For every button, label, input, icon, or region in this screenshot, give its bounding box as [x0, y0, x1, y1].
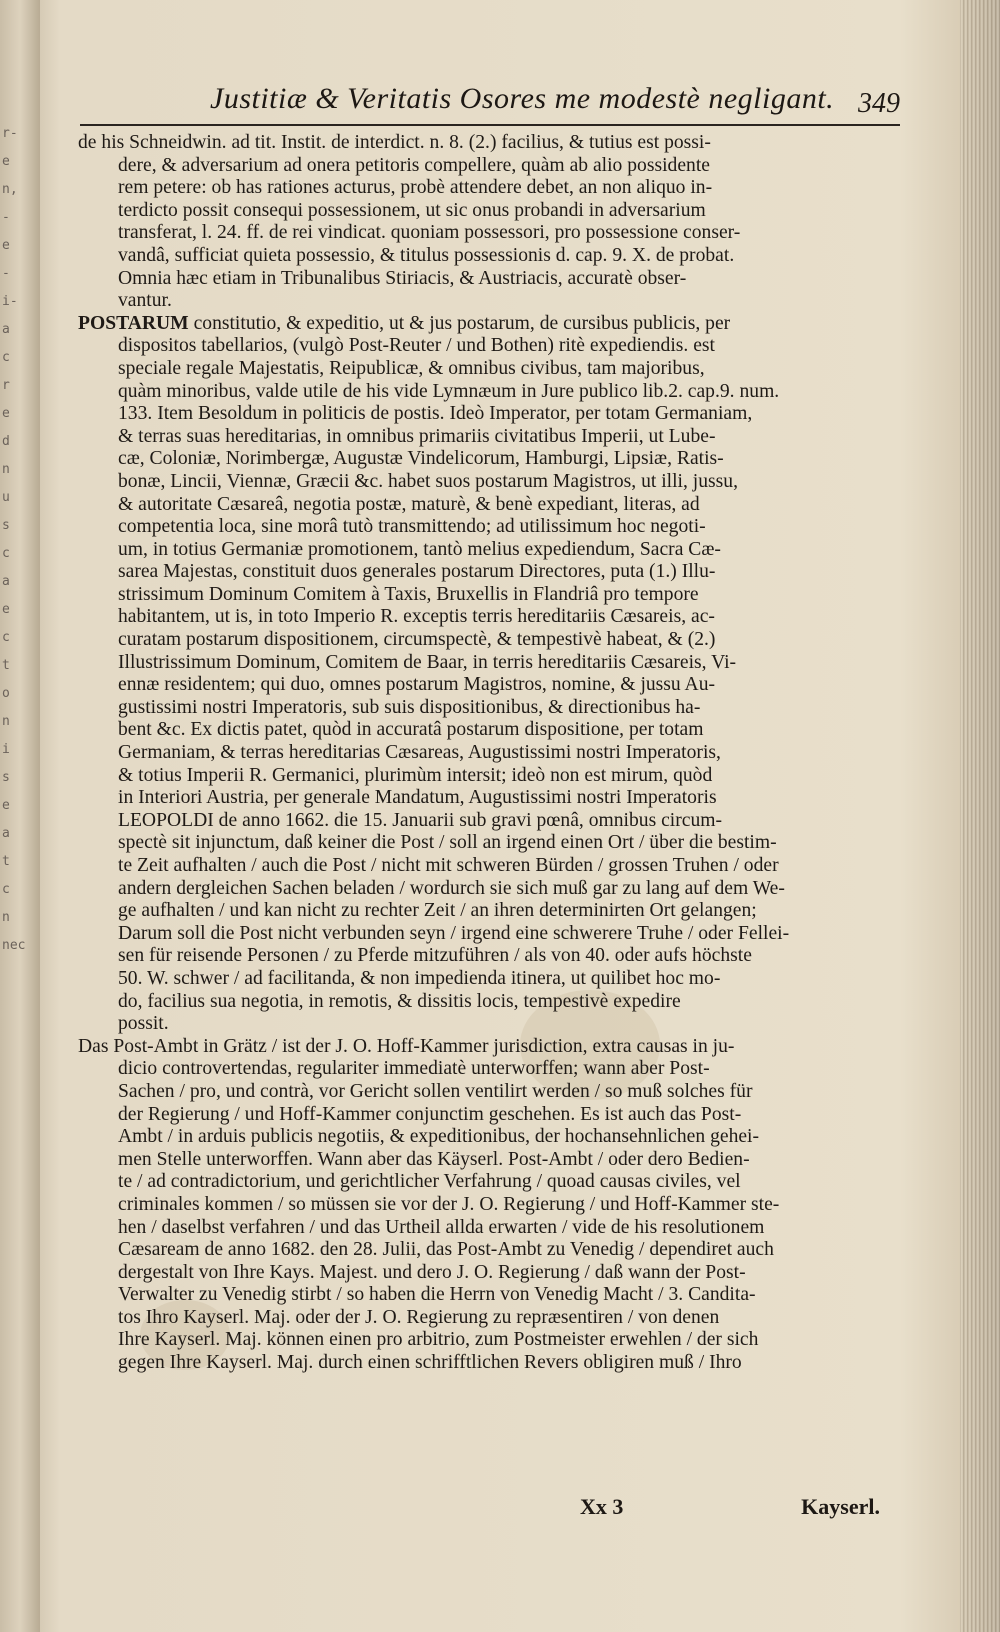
text-line: 50. W. schwer / ad facilitanda, & non impedienda itinera, ut quilibet hoc mo- — [118, 967, 721, 989]
page-number: 349 — [858, 88, 900, 119]
text-line: hen / daselbst verfahren / und das Urtheil allda erwarten / vide de his resolutionem — [118, 1216, 765, 1238]
text-line: Illustrissimum Dominum, Comitem de Baar, in terris hereditariis Cæsareis, Vi- — [118, 651, 737, 673]
paragraph-lead: POSTARUM — [78, 312, 189, 334]
facing-page-fragment: c — [2, 350, 10, 365]
text-line: Sachen / pro, und contrà, vor Gericht sollen ventilirt werden / so muß solches für — [118, 1080, 753, 1102]
text-line: Darum soll die Post nicht verbunden seyn / irgend eine schwerere Truhe / oder Fellei- — [118, 922, 790, 944]
facing-page-fragment: r — [2, 378, 10, 393]
text-line-content: constitutio, & expeditio, ut & jus postarum, de cursibus publicis, per — [188, 312, 731, 334]
text-line: um, in totius Germaniæ promotionem, tantò melius expediendum, Sacra Cæ- — [118, 538, 721, 560]
text-line: der Regierung / und Hoff-Kammer conjunctim geschehen. Es ist auch das Post- — [118, 1103, 742, 1125]
text-line: andern dergleichen Sachen beladen / wordurch sie sich muß gar zu lang auf dem We- — [118, 877, 785, 899]
facing-page-fragment: a — [2, 574, 10, 589]
facing-page-fragment: n — [2, 714, 10, 729]
text-line: transferat, l. 24. ff. de rei vindicat. quoniam possessori, pro possessione conser- — [118, 222, 741, 244]
text-line: te Zeit aufhalten / auch die Post / nicht mit schweren Bürden / grossen Truhen / oder — [118, 855, 779, 876]
text-line: competentia loca, sine morâ tutò transmittendo; ad utilissimum hoc negoti- — [118, 516, 706, 538]
text-line: & terras suas hereditarias, in omnibus primariis civitatibus Imperii, ut Lube- — [118, 425, 716, 447]
facing-page-fragment: i — [2, 742, 10, 757]
text-line: gegen Ihre Kayserl. Maj. durch einen schrifftlichen Revers obligiren muß / Ihro — [118, 1352, 742, 1374]
facing-page-fragment: nec — [2, 938, 26, 953]
paragraph — [78, 132, 884, 313]
page-edges — [960, 0, 1000, 1632]
text-line: do, facilius sua negotia, in remotis, & dissitis locis, tempestivè expedire — [118, 990, 681, 1012]
facing-page-fragment: r- — [2, 126, 18, 141]
facing-page-fragment: n, — [2, 182, 18, 197]
text-line: dere, & adversarium ad onera petitoris compellere, quàm ab alio possidente — [118, 154, 710, 176]
text-line: & autoritate Cæsareâ, negotia postæ, maturè, & benè expediant, literas, ad — [118, 493, 700, 515]
facing-page-fragment: e — [2, 154, 10, 169]
header-rule — [80, 124, 900, 126]
text-line: cæ, Coloniæ, Norimbergæ, Augustæ Vindelicorum, Hamburgi, Lipsiæ, Ratis- — [118, 448, 724, 470]
catchword: Kayserl. — [801, 1494, 880, 1519]
text-line: & totius Imperii R. Germanici, plurimùm intersit; ideò non est mirum, quòd — [118, 764, 713, 786]
facing-page-fragment: a — [2, 826, 10, 841]
facing-page-fragment: t — [2, 658, 10, 673]
text-line: tos Ihro Kayserl. Maj. oder der J. O. Regierung zu repræsentiren / von denen — [118, 1306, 720, 1328]
text-line: quàm minoribus, valde utile de his vide Lymnæum in Jure publico lib.2. cap.9. num. — [118, 380, 780, 402]
text-line: ennæ residentem; qui duo, omnes postarum Magistros, nomine, & jussu Au- — [118, 674, 716, 696]
facing-page-fragment: e — [2, 602, 10, 617]
facing-page-fragment: - — [2, 210, 10, 225]
text-line: in Interiori Austria, per generale Mandatum, Augustissimi nostri Imperatoris — [118, 787, 717, 809]
text-line: bonæ, Lincii, Viennæ, Græcii &c. habet suos postarum Magistros, ut illi, jussu, — [118, 470, 738, 492]
text-line: possit. — [118, 1013, 169, 1035]
text-line: dispositos tabellarios, (vulgò Post-Reuter / und Bothen) ritè expediendis. est — [118, 335, 715, 357]
text-line: de his Schneidwin. ad tit. Instit. de interdict. n. 8. (2.) facilius, & tutius est possi- — [78, 132, 711, 153]
facing-page-fragment: e — [2, 238, 10, 253]
text-line: sen für reisende Personen / zu Pferde mitzuführen / als von 40. oder aufs höchste — [118, 945, 752, 967]
text-line: curatam postarum dispositionem, circumspectè, & tempestivè habeat, & (2.) — [118, 629, 716, 651]
body-text — [78, 132, 884, 1375]
text-line: Omnia hæc etiam in Tribunalibus Stiriacis, & Austriacis, accuratè obser- — [118, 267, 687, 289]
facing-page-fragment: e — [2, 406, 10, 421]
text-line: te / ad contradictorium, und gerichtlicher Verfahrung / quoad causas civiles, vel — [118, 1171, 741, 1193]
facing-page-fragment: c — [2, 630, 10, 645]
facing-page-fragment: s — [2, 770, 10, 785]
text-line: bent &c. Ex dictis patet, quòd in accuratâ postarum dispositione, per totam — [118, 719, 704, 741]
text-line: vandâ, sufficiat quieta possessio, & titulus possessionis d. cap. 9. X. de probat. — [118, 244, 735, 266]
facing-page-fragment: d — [2, 434, 10, 449]
text-line: Germaniam, & terras hereditarias Cæsareas, Augustissimi nostri Imperatoris, — [118, 742, 721, 764]
text-line: men Stelle unterworffen. Wann aber das Käyserl. Post-Ambt / oder dero Bedien- — [118, 1148, 750, 1170]
text-line: Ambt / in arduis publicis negotiis, & expeditionibus, der hochansehnlichen gehei- — [118, 1126, 760, 1148]
text-line: criminales kommen / so müssen sie vor der J. O. Regierung / und Hoff-Kammer ste- — [118, 1193, 780, 1215]
text-line: Cæsaream de anno 1682. den 28. Julii, das Post-Ambt zu Venedig / dependiret auch — [118, 1239, 774, 1261]
facing-page-fragment: t — [2, 854, 10, 869]
text-line: habitantem, ut is, in toto Imperio R. exceptis terris hereditariis Cæsareis, ac- — [118, 606, 715, 628]
text-line: ge aufhalten / und kan nicht zu rechter Zeit / an ihren determinirten Ort gelangen; — [118, 900, 757, 922]
facing-page-fragment: n — [2, 910, 10, 925]
paragraph — [78, 1036, 884, 1375]
text-line: LEOPOLDI de anno 1662. die 15. Januarii sub gravi pœnâ, omnibus circum- — [118, 809, 723, 831]
facing-page-fragment: c — [2, 546, 10, 561]
facing-page-fragments — [2, 120, 32, 960]
running-title: Justitiæ & Veritatis Osores me modestè negligant. — [210, 82, 835, 115]
text-line: vantur. — [118, 290, 172, 312]
text-line: gustissimi nostri Imperatoris, sub suis dispositionibus, & directionibus ha- — [118, 696, 701, 718]
paragraph — [78, 313, 884, 1036]
facing-page-fragment: i- — [2, 294, 18, 309]
facing-page-fragment: e — [2, 798, 10, 813]
text-line — [78, 313, 884, 336]
text-line: dicio controvertendas, regulariter immediatè unterworffen; wann aber Post- — [118, 1058, 710, 1080]
text-line: Das Post-Ambt in Grätz / ist der J. O. Hoff-Kammer jurisdiction, extra causas in ju- — [78, 1035, 735, 1057]
facing-page-fragment: u — [2, 490, 10, 505]
facing-page-fragment: s — [2, 518, 10, 533]
text-line: Ihre Kayserl. Maj. können einen pro arbitrio, zum Postmeister erwehlen / der sich — [118, 1329, 759, 1351]
text-line: rem petere: ob has rationes acturus, probè attendere debet, an non aliquo in- — [118, 177, 713, 199]
text-line: 133. Item Besoldum in politicis de postis. Ideò Imperator, per totam Germaniam, — [118, 403, 753, 425]
text-line: dergestalt von Ihre Kays. Majest. und dero J. O. Regierung / daß wann der Post- — [118, 1261, 746, 1283]
facing-page-edge — [0, 0, 40, 1632]
facing-page-fragment: n — [2, 462, 10, 477]
facing-page-fragment: c — [2, 882, 10, 897]
facing-page-fragment: a — [2, 322, 10, 337]
signature-mark: Xx 3 — [580, 1494, 624, 1519]
facing-page-fragment: o — [2, 686, 10, 701]
page-footer — [120, 1494, 880, 1524]
text-line: speciale regale Majestatis, Reipublicæ, & omnibus civibus, tam majoribus, — [118, 357, 705, 379]
text-line: sarea Majestas, constituit duos generales postarum Directores, puta (1.) Illu- — [118, 561, 716, 583]
text-line: Verwalter zu Venedig stirbt / so haben die Herrn von Venedig Macht / 3. Candita- — [118, 1284, 756, 1306]
text-line: strissimum Dominum Comitem à Taxis, Bruxellis in Flandriâ pro tempore — [118, 583, 699, 605]
text-line: spectè sit injunctum, daß keiner die Post / soll an irgend einen Ort / über die bestim- — [118, 832, 777, 854]
facing-page-fragment: - — [2, 266, 10, 281]
text-line: terdicto possit consequi possessionem, ut sic onus probandi in adversarium — [118, 199, 706, 221]
page-header — [80, 82, 900, 128]
